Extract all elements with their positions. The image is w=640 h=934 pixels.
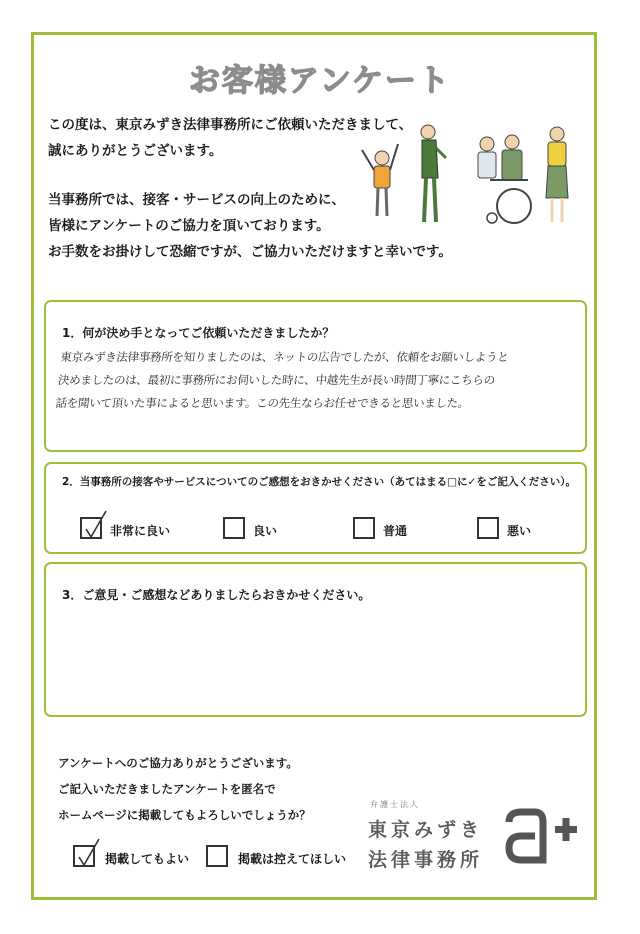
question-3-box[interactable]	[44, 562, 587, 717]
checkbox-bad[interactable]	[477, 517, 499, 539]
firm-logo-icon	[505, 808, 585, 864]
intro-line-5: お手数をお掛けして恐縮ですが、ご協力いただけますと幸いです。	[48, 244, 452, 260]
firm-name	[368, 815, 483, 875]
checkbox-publish-ok[interactable]	[73, 845, 95, 867]
intro-line-1: この度は、東京みずき法律事務所にご依頼いただきまして、	[48, 117, 413, 133]
answer-line-1: 東京みずき法律事務所を知りましたのは、ネットの広告でしたが、依頼をお願いしようと	[59, 350, 510, 364]
option-very-good[interactable]	[80, 516, 170, 539]
check-mark-icon	[78, 507, 108, 541]
checkbox-very-good[interactable]	[80, 517, 102, 539]
firm-name-line-2: 法律事務所	[368, 849, 484, 871]
check-mark-icon	[71, 835, 101, 869]
option-average-label: 普通	[383, 524, 408, 538]
answer-line-2: 決めましたのは、最初に事務所にお伺いした時に、中越先生が長い時間丁寧にこちらの	[57, 373, 496, 387]
intro-line-3: 当事務所では、接客・サービスの向上のために、	[48, 192, 345, 208]
child-figure	[362, 144, 398, 216]
bowing-man-figure	[421, 125, 446, 222]
option-good[interactable]	[223, 516, 277, 539]
question-3-title: 3．ご意見・ご感想などありましたらおきかせください。	[62, 588, 371, 602]
page-title: お客様アンケート	[188, 63, 452, 99]
question-1-answer[interactable]	[54, 346, 581, 415]
intro-line-2: 誠にありがとうございます。	[48, 143, 223, 159]
option-publish-ok-label: 掲載してもよい	[105, 852, 190, 866]
firm-subtitle: 弁護士法人	[370, 800, 420, 809]
wheelchair-group	[478, 135, 531, 223]
checkbox-good[interactable]	[223, 517, 245, 539]
checkbox-average[interactable]	[353, 517, 375, 539]
option-average[interactable]	[353, 516, 407, 539]
footer-text	[58, 750, 311, 828]
question-1-box	[44, 300, 587, 452]
answer-line-3: 話を聞いて頂いた事によると思います。この先生ならお任せできると思いました。	[54, 396, 470, 410]
firm-name-line-1: 東京みずき	[368, 819, 484, 841]
option-very-good-label: 非常に良い	[110, 524, 171, 538]
woman-figure	[546, 127, 568, 222]
checkbox-publish-no[interactable]	[206, 845, 228, 867]
option-good-label: 良い	[253, 524, 278, 538]
option-bad-label: 悪い	[507, 524, 532, 538]
question-2-box	[44, 462, 587, 554]
question-1-title: 1．何が決め手となってご依頼いただきましたか？	[62, 326, 335, 340]
footer-line-3: ホームページに掲載してもよろしいでしょうか？	[58, 808, 311, 822]
question-2-title: 2．当事務所の接客やサービスについてのご感想をおきかせください（あてはまる□に✓をご記入ください）。	[62, 476, 577, 488]
option-publish-ok[interactable]	[73, 844, 189, 867]
option-publish-no-label: 掲載は控えてほしい	[238, 852, 347, 866]
people-illustration	[352, 118, 582, 228]
footer-line-2: ご記入いただきましたアンケートを匿名で	[58, 782, 276, 796]
footer-line-1: アンケートへのご協力ありがとうございます。	[58, 756, 298, 770]
option-publish-no[interactable]	[206, 844, 346, 867]
option-bad[interactable]	[477, 516, 531, 539]
intro-line-4: 皆様にアンケートのご協力を頂いております。	[48, 218, 330, 234]
